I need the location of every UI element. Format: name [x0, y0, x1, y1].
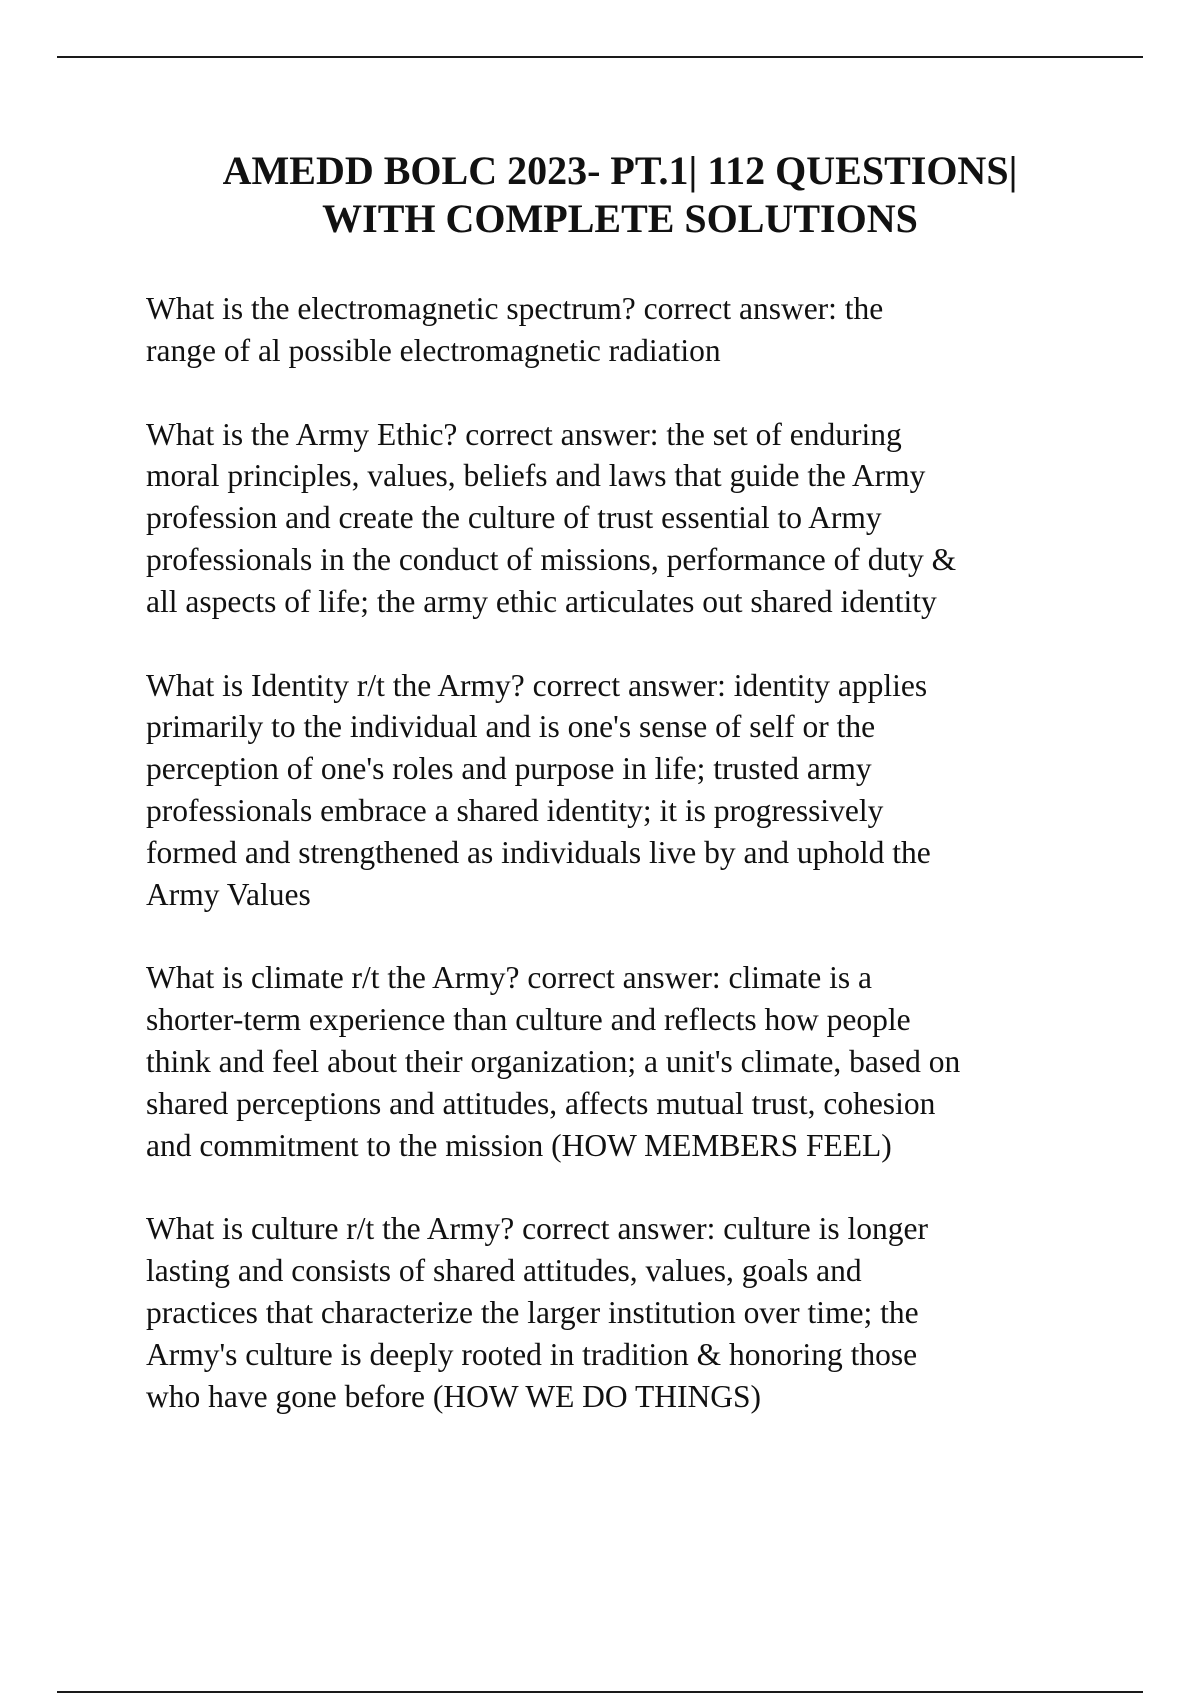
question-line: What is the Army Ethic? correct answer: the set of enduring [146, 416, 902, 452]
question-line: shared perceptions and attitudes, affects mutual trust, cohesion [146, 1085, 936, 1121]
question-item [146, 414, 1106, 623]
question-item [146, 957, 1106, 1166]
question-line: moral principles, values, beliefs and laws that guide the Army [146, 458, 926, 494]
question-line: range of al possible electromagnetic radiation [146, 332, 721, 368]
question-line: shorter-term experience than culture and reflects how people [146, 1002, 911, 1038]
title-line: AMEDD BOLC 2023- PT.1| 112 QUESTIONS| [222, 148, 1018, 193]
top-divider [57, 56, 1143, 58]
question-line: formed and strengthened as individuals live by and uphold the [146, 834, 931, 870]
question-line: perception of one's roles and purpose in life; trusted army [146, 751, 872, 787]
question-item [146, 1208, 1106, 1417]
question-line: all aspects of life; the army ethic articulates out shared identity [146, 583, 937, 619]
question-line: practices that characterize the larger institution over time; the [146, 1294, 919, 1330]
question-line: What is climate r/t the Army? correct answer: climate is a [146, 960, 872, 996]
question-list [146, 288, 1106, 1459]
question-line: What is the electromagnetic spectrum? correct answer: the [146, 291, 884, 326]
question-line: lasting and consists of shared attitudes, values, goals and [146, 1253, 862, 1289]
document-title [60, 147, 1180, 243]
question-line: professionals embrace a shared identity; it is progressively [146, 792, 884, 828]
question-line: Army Values [146, 876, 311, 912]
title-line: WITH COMPLETE SOLUTIONS [322, 196, 918, 241]
question-line: profession and create the culture of trust essential to Army [146, 500, 882, 536]
question-line: professionals in the conduct of missions, performance of duty & [146, 541, 957, 577]
question-item [146, 288, 1106, 372]
question-item [146, 665, 1106, 916]
question-line: and commitment to the mission (HOW MEMBERS FEEL) [146, 1127, 892, 1163]
question-line: think and feel about their organization; a unit's climate, based on [146, 1043, 961, 1079]
question-line: What is Identity r/t the Army? correct answer: identity applies [146, 667, 928, 703]
question-line: primarily to the individual and is one's sense of self or the [146, 709, 876, 745]
question-line: Army's culture is deeply rooted in tradition & honoring those [146, 1336, 918, 1372]
bottom-divider [57, 1691, 1143, 1693]
question-line: who have gone before (HOW WE DO THINGS) [146, 1378, 761, 1414]
question-line: What is culture r/t the Army? correct answer: culture is longer [146, 1211, 928, 1247]
